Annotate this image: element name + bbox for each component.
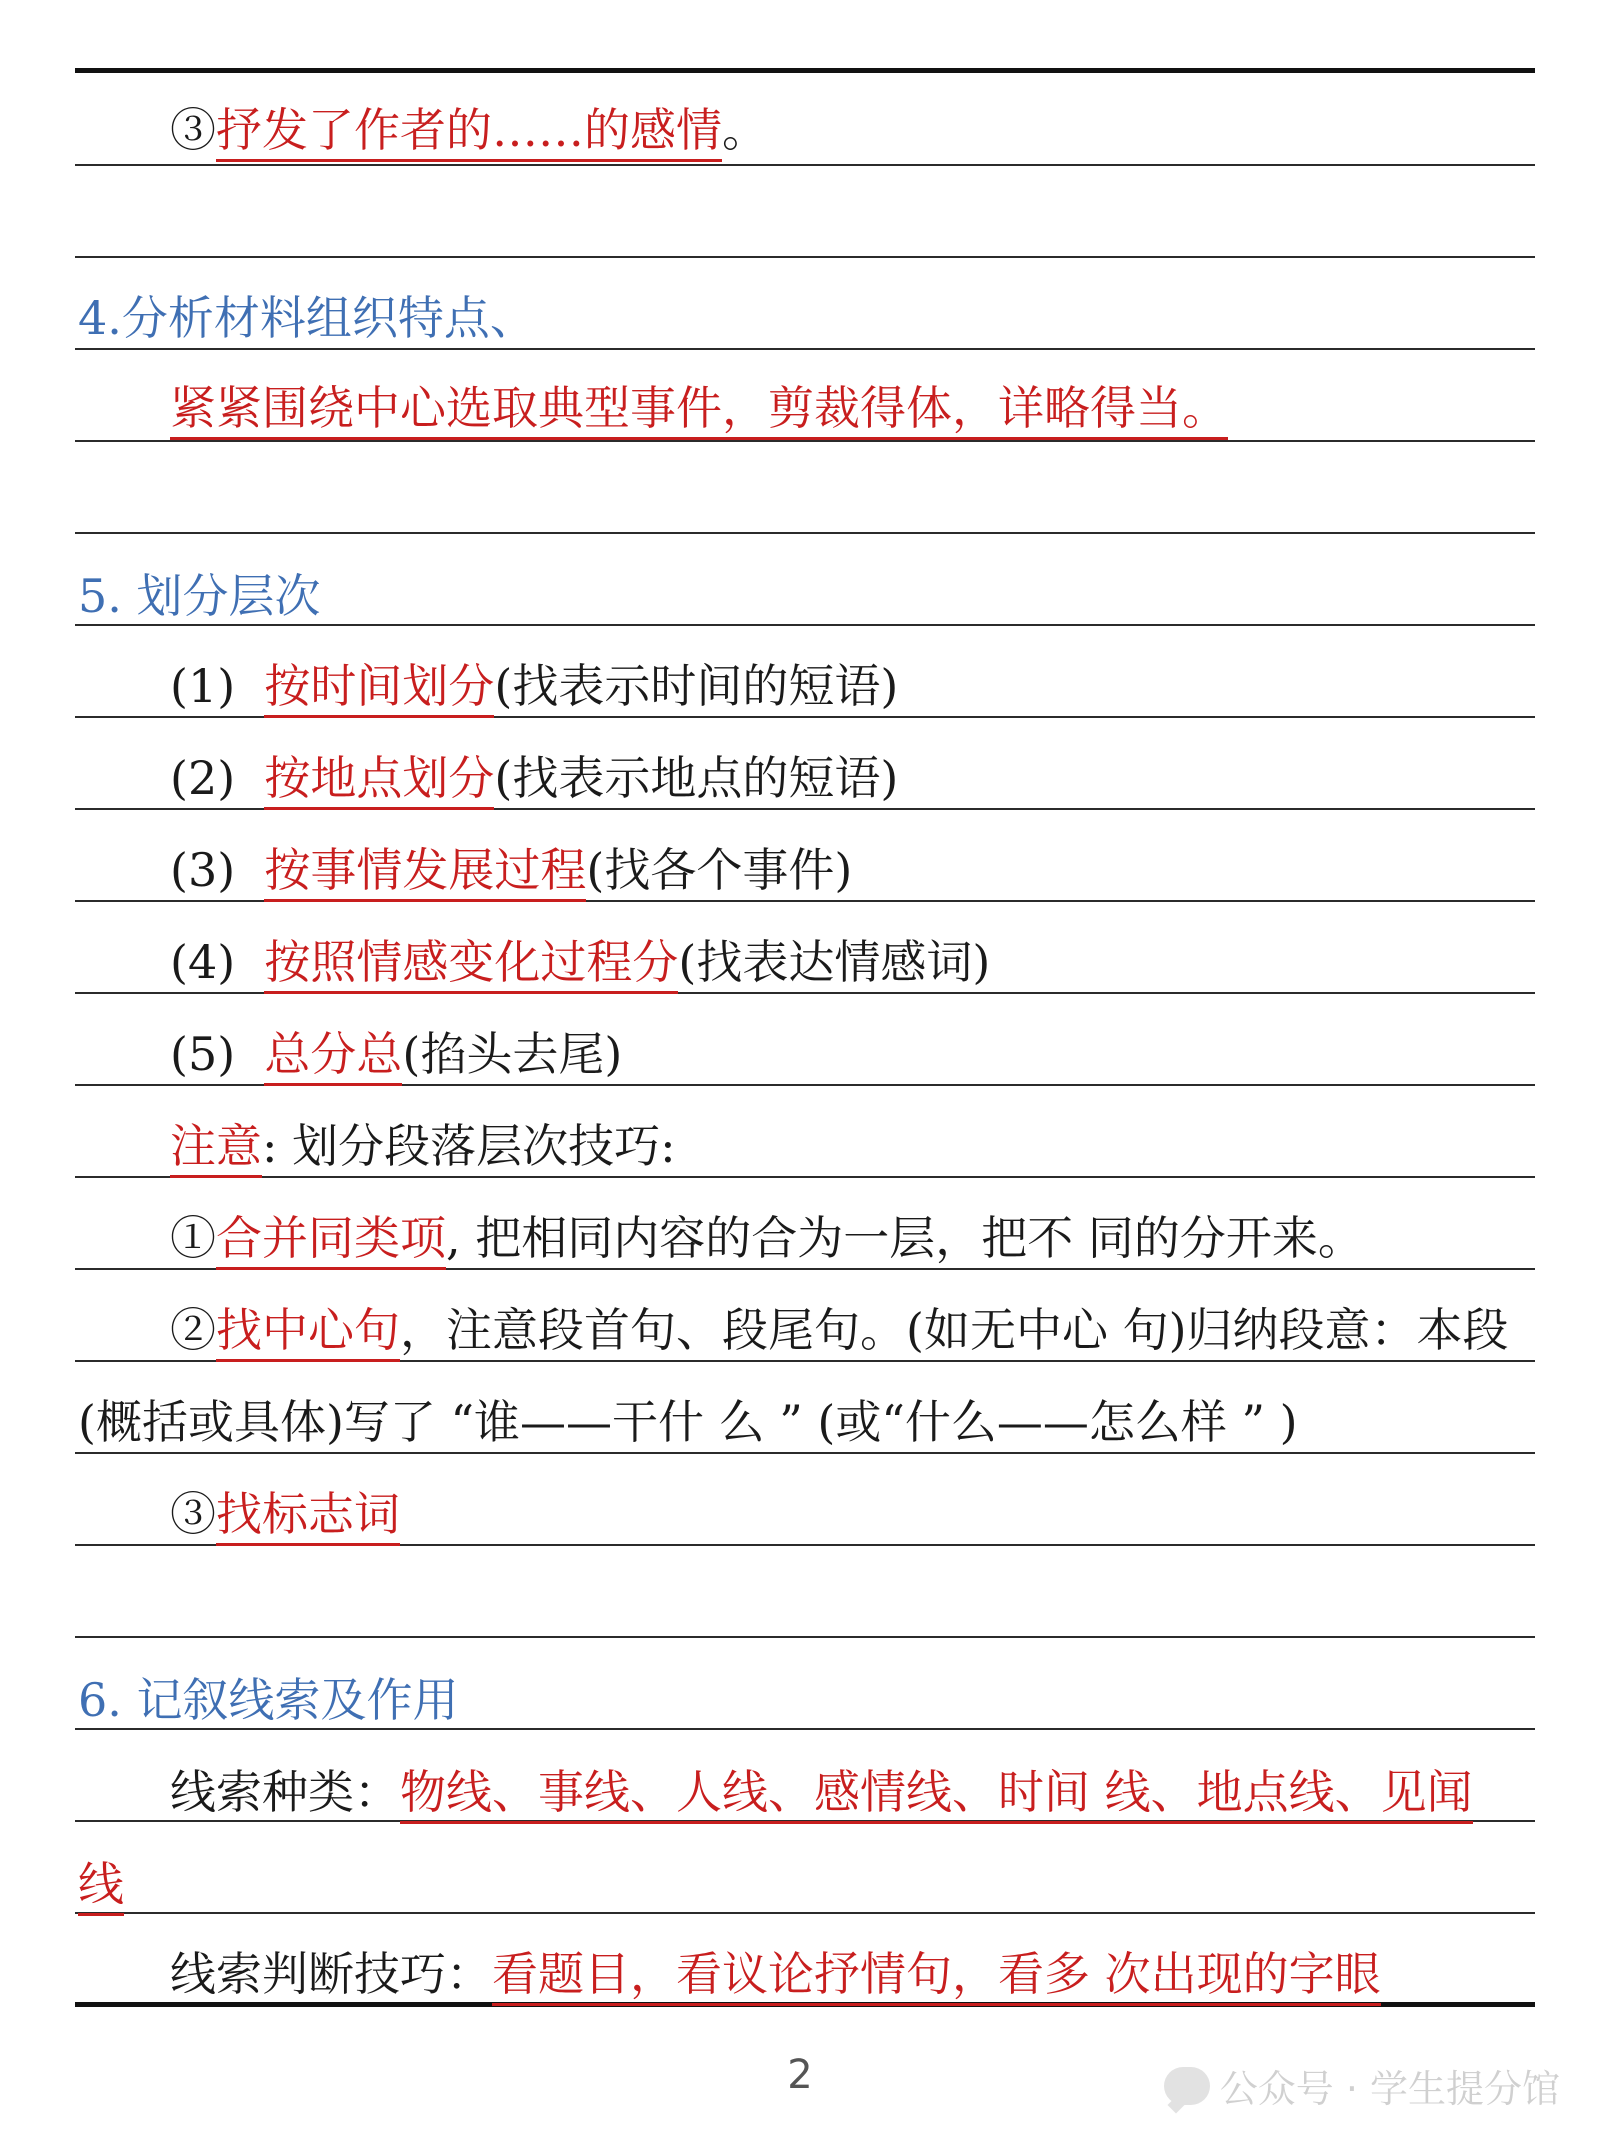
explanation: (找表示时间的短语) bbox=[494, 659, 899, 713]
heading-6: 6. 记叙线索及作用 bbox=[78, 1673, 459, 1727]
method-2 bbox=[170, 748, 898, 808]
key-phrase: 按时间划分 bbox=[264, 659, 494, 718]
key-phrase: 按地点划分 bbox=[264, 751, 494, 810]
circled-number: ① bbox=[170, 1211, 216, 1265]
key-phrase: 物线、事线、人线、感情线、时间 线、地点线、见闻 bbox=[400, 1765, 1473, 1824]
item-number: (5) bbox=[170, 1027, 236, 1081]
wechat-icon bbox=[1164, 2067, 1210, 2105]
rule bbox=[75, 348, 1535, 350]
heading-5: 5. 划分层次 bbox=[78, 569, 321, 623]
key-phrase: 线 bbox=[78, 1857, 124, 1916]
page-number: 2 bbox=[787, 2052, 813, 2098]
clue-types bbox=[170, 1762, 1473, 1822]
top-rule bbox=[75, 68, 1535, 73]
material-organization-text bbox=[170, 378, 1228, 438]
heading-4: 4.分析材料组织特点、 bbox=[78, 291, 536, 345]
explanation: (掐头去尾) bbox=[402, 1027, 623, 1081]
key-phrase: 合并同类项 bbox=[216, 1211, 446, 1270]
tip-1 bbox=[170, 1208, 1364, 1268]
method-3 bbox=[170, 840, 852, 900]
tip-3 bbox=[170, 1484, 400, 1544]
tip-2 bbox=[170, 1300, 1509, 1360]
clue-types-continued bbox=[78, 1854, 124, 1914]
clue-tips-label: 线索判断技巧： bbox=[170, 1947, 492, 2001]
key-phrase: 总分总 bbox=[264, 1027, 402, 1086]
note-text: : 划分段落层次技巧: bbox=[262, 1119, 676, 1173]
explanation: (找表达情感词) bbox=[678, 935, 991, 989]
rule bbox=[75, 164, 1535, 166]
explanation: (找各个事件) bbox=[586, 843, 853, 897]
rule bbox=[75, 1636, 1535, 1638]
method-4 bbox=[170, 932, 990, 992]
item-number: (1) bbox=[170, 659, 236, 713]
key-phrase: 找中心句 bbox=[216, 1303, 400, 1362]
circled-number: ② bbox=[170, 1303, 216, 1357]
clue-types-label: 线索种类： bbox=[170, 1765, 400, 1819]
key-phrase: 找标志词 bbox=[216, 1487, 400, 1546]
key-phrase: 按照情感变化过程分 bbox=[264, 935, 678, 994]
method-1 bbox=[170, 656, 898, 716]
explanation: ，注意段首句、段尾句。(如无中心 句)归纳段意：本段 bbox=[400, 1303, 1509, 1357]
key-phrase: 紧紧围绕中心选取典型事件，剪裁得体，详略得当。 bbox=[170, 381, 1228, 440]
key-phrase: 抒发了作者的……的感情 bbox=[216, 103, 722, 162]
item-number: (3) bbox=[170, 843, 236, 897]
explanation: (找表示地点的短语) bbox=[494, 751, 899, 805]
key-phrase: 看题目，看议论抒情句，看多 次出现的字眼 bbox=[492, 1947, 1381, 2006]
item-number: (2) bbox=[170, 751, 236, 805]
rule bbox=[75, 1452, 1535, 1454]
tip-2-continued: (概括或具体)写了 “谁——干什 么 ” (或“什么——怎么样 ” ) bbox=[78, 1395, 1298, 1449]
key-phrase: 按事情发展过程 bbox=[264, 843, 586, 902]
punctuation: 。 bbox=[722, 103, 768, 157]
watermark-text: 公众号 · 学生提分馆 bbox=[1219, 2067, 1560, 2111]
watermark bbox=[1164, 2058, 1560, 2113]
rule bbox=[75, 256, 1535, 258]
rule bbox=[75, 532, 1535, 534]
note-line bbox=[170, 1116, 676, 1176]
explanation: , 把相同内容的合为一层，把不 同的分开来。 bbox=[446, 1211, 1364, 1265]
rule bbox=[75, 1176, 1535, 1178]
clue-judging-tips bbox=[170, 1944, 1381, 2004]
method-5 bbox=[170, 1024, 622, 1084]
rule bbox=[75, 440, 1535, 442]
note-label: 注意 bbox=[170, 1119, 262, 1178]
item-number: (4) bbox=[170, 935, 236, 989]
item-3-emotion bbox=[170, 100, 768, 160]
circled-number: ③ bbox=[170, 1487, 216, 1541]
rule bbox=[75, 1912, 1535, 1914]
circled-number: ③ bbox=[170, 103, 216, 157]
